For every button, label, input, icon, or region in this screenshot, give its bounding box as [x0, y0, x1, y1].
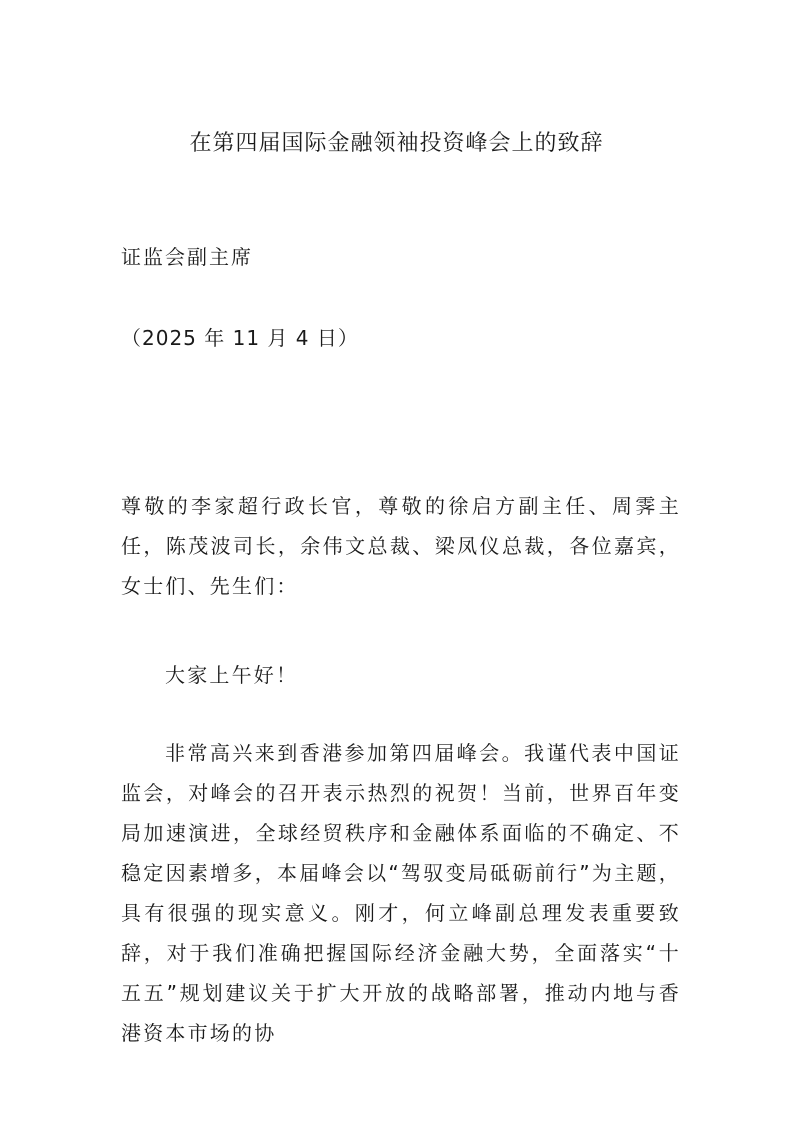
- greeting-paragraph: 尊敬的李家超行政长官，尊敬的徐启方副主任、周霁主任，陈茂波司长，余伟文总裁、梁凤仪总裁，各位嘉宾，女士们、先生们：: [121, 494, 681, 598]
- speech-date: （2025 年 11 月 4 日）: [121, 326, 359, 350]
- salutation-paragraph: 大家上午好！: [165, 663, 299, 687]
- document-title: 在第四届国际金融领袖投资峰会上的致辞: [189, 131, 604, 156]
- speaker-title: 证监会副主席: [121, 245, 253, 269]
- body-paragraph: 非常高兴来到香港参加第四届峰会。我谨代表中国证监会，对峰会的召开表示热烈的祝贺！当前，世界百年变局加速演进，全球经贸秩序和金融体系面临的不确定、不稳定因素增多，本届峰会以“驾驭变局砥砺前行”为主题，具有很强的现实意义。刚才，何立峰副总理发表重要致辞，对于我们准确把握国际经济金融大势，全面落实“十五五”规划建议关于扩大开放的战略部署，推动内地与香港资本市场的协: [121, 741, 681, 1045]
